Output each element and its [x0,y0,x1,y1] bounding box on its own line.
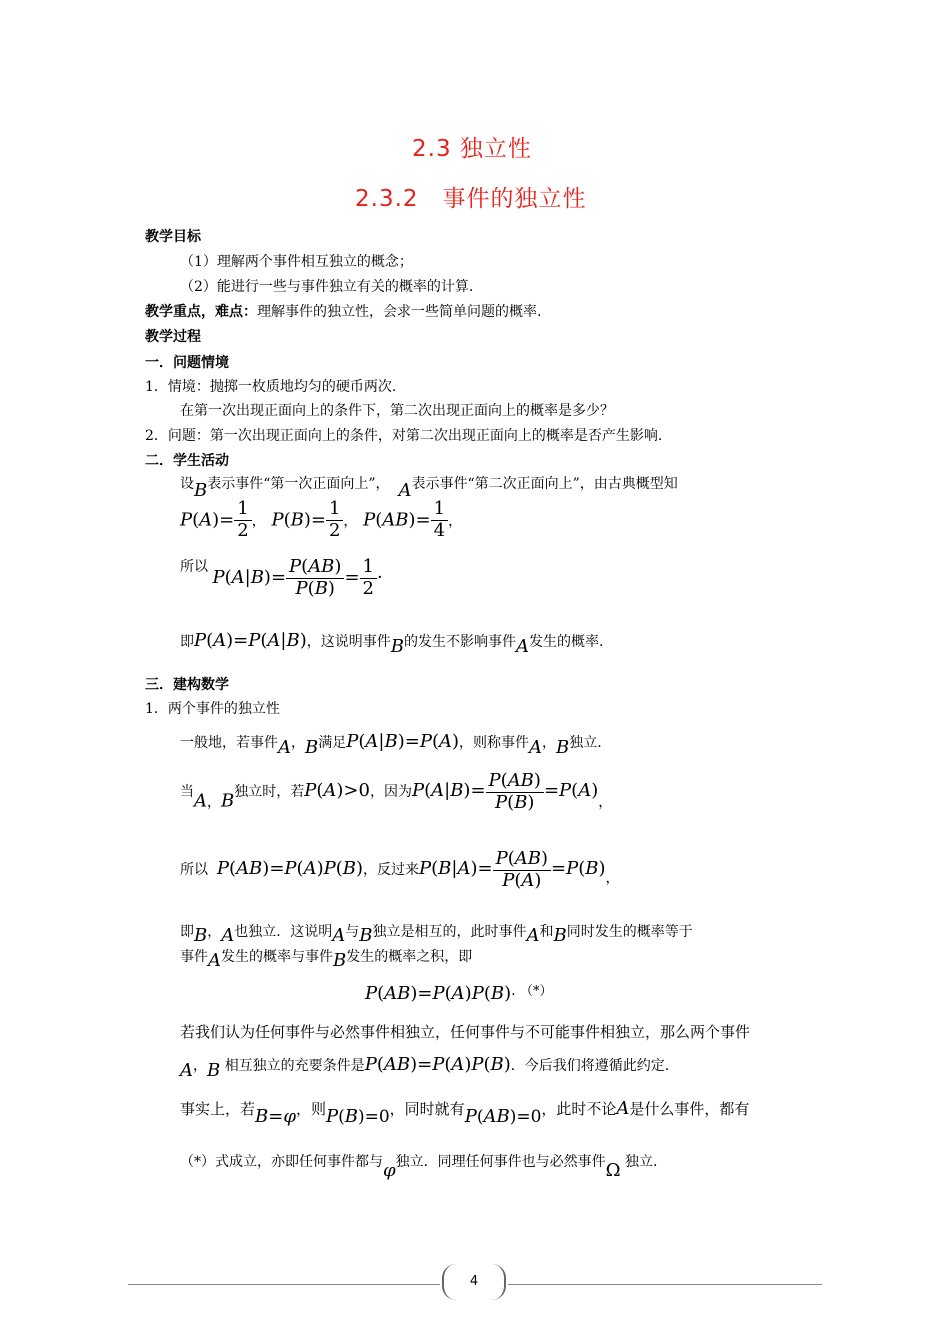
text: 的发生不影响事件 [404,634,516,650]
text: ．今后我们将遵循此约定. [510,1058,670,1074]
section-3-last: （*）式成立，亦即任何事件都与φ独立．同理任何事件也与必然事件Ω 独立. [180,1154,658,1181]
text: ，同时就有 [389,1100,465,1118]
key-label: 教学重点，难点： [145,304,257,320]
goals-heading: 教学目标 [145,229,201,245]
text: 独立. [625,1154,658,1170]
text: 独立时，若 [234,784,305,801]
section-1-p3: 2．问题：第一次出现正面向上的条件，对第二次出现正面向上的概率是否产生影响. [145,428,663,444]
goal-1: （1）理解两个事件相互独立的概念； [180,254,413,270]
section-3-event: 事件A发生的概率与事件B发生的概率之积，即 [180,949,473,971]
section-2-heading: 二．学生活动 [145,453,229,469]
key-points [145,305,541,319]
text: ，因为 [369,784,412,801]
math-A: A [398,480,412,501]
text: 设 [180,476,194,492]
text: 发生的概率. [529,634,604,650]
formula-star: P(AB)=P(A)P(B)· （*） [365,983,553,1004]
footer-rule-left [128,1284,440,1285]
text: 独立．同理任何事件也与必然事件 [395,1154,606,1170]
section-3-p1: 1．两个事件的独立性 [145,701,280,717]
text: 发生的概率之积，即 [346,949,473,965]
text: 当 [180,784,194,801]
text: 所以 [180,559,208,576]
text: 是什么事件，都有 [629,1100,750,1118]
text: 和 [539,924,554,940]
text: 表示事件“第一次正面向上”， [207,476,390,492]
star-label: （*） [520,984,553,999]
text: ，此时不论 [541,1100,617,1118]
process-heading: 教学过程 [145,329,201,345]
text: 事件 [180,949,208,965]
section-3-definition: 一般地，若事件A，B满足P(A|B)=P(A)，则称事件A，B独立. [180,731,602,758]
section-3-heading: 三．建构数学 [145,677,229,693]
text: 即 [180,634,194,650]
goal-2: （2）能进行一些与事件独立有关的概率的计算. [180,279,474,295]
section-1-p1: 1．情境：抛掷一枚质地均匀的硬币两次. [145,379,397,395]
text: ，反过来 [363,862,420,879]
section-1-p2: 在第一次出现正面向上的条件下，第二次出现正面向上的概率是多少？ [180,403,614,419]
section-2-probabilities: P(A)= $\frac{1}{2}$ ， P(B)= $\frac{1}{2}$ ， P(AB)= $\frac{1}{4}$ ， [180,498,463,541]
section-1-heading: 一．问题情境 [145,355,229,371]
section-3-convention-2: A，B 相互独立的充要条件是P(AB)=P(A)P(B)．今后我们将遵循此约定. [180,1054,670,1081]
section-3-ji: 即B，A也独立．这说明A与B独立是相互的，此时事件A和B同时发生的概率等于 [180,924,693,946]
math-B: B [194,480,208,501]
text: 独立是相互的，此时事件 [372,924,527,940]
key-text: 理解事件的独立性，会求一些简单问题的概率. [257,304,542,320]
section-3-when: 当A，B独立时，若P(A)>0，因为P(A|B)= $\frac{P(AB)}{P(B)}$ =P(A)， [180,770,613,813]
text: 也独立．这说明 [234,924,333,940]
text: 同时发生的概率等于 [566,924,693,940]
text: 一般地，若事件 [180,735,278,751]
section-2-p1 [180,474,678,501]
page-number: 4 [442,1264,506,1300]
text: 所以 [180,862,208,879]
text: 相互独立的充要条件是 [224,1058,365,1074]
text: 独立. [569,735,602,751]
text: ，则 [295,1100,326,1118]
text: 表示事件“第二次正面向上”，由古典概型知 [411,476,678,492]
section-3-fact: 事实上，若B=φ，则P(B)=0，同时就有P(AB)=0，此时不论A是什么事件，都有 [180,1098,750,1127]
text: ，这说明事件 [306,634,391,650]
text: 事实上，若 [180,1100,256,1118]
section-2-conclusion: 即P(A)=P(A|B)，这说明事件B的发生不影响事件A发生的概率. [180,630,604,657]
page-subtitle: 2.3.2 事件的独立性 [355,186,587,212]
section-3-convention: 若我们认为任何事件与必然事件相独立，任何事件与不可能事件相独立，那么两个事件 [180,1023,751,1041]
text: 与 [345,924,360,940]
text: 即 [180,924,194,940]
page-title: 2.3 独立性 [412,136,532,162]
text: 发生的概率与事件 [221,949,333,965]
section-3-so: 所以 P(AB)=P(A)P(B)，反过来P(B|A)= $\frac{P(AB)}{P(A)}$ =P(B)， [180,848,620,891]
text: 满足 [318,735,347,751]
section-2-conditional: 所以 P(A|B)= $\frac{P(AB)}{P(B)}$ = $\frac{1}{2}$ · [180,556,383,599]
text: ，则称事件 [459,735,529,751]
footer-rule-right [508,1284,822,1285]
text: （*）式成立，亦即任何事件都与 [180,1154,383,1170]
